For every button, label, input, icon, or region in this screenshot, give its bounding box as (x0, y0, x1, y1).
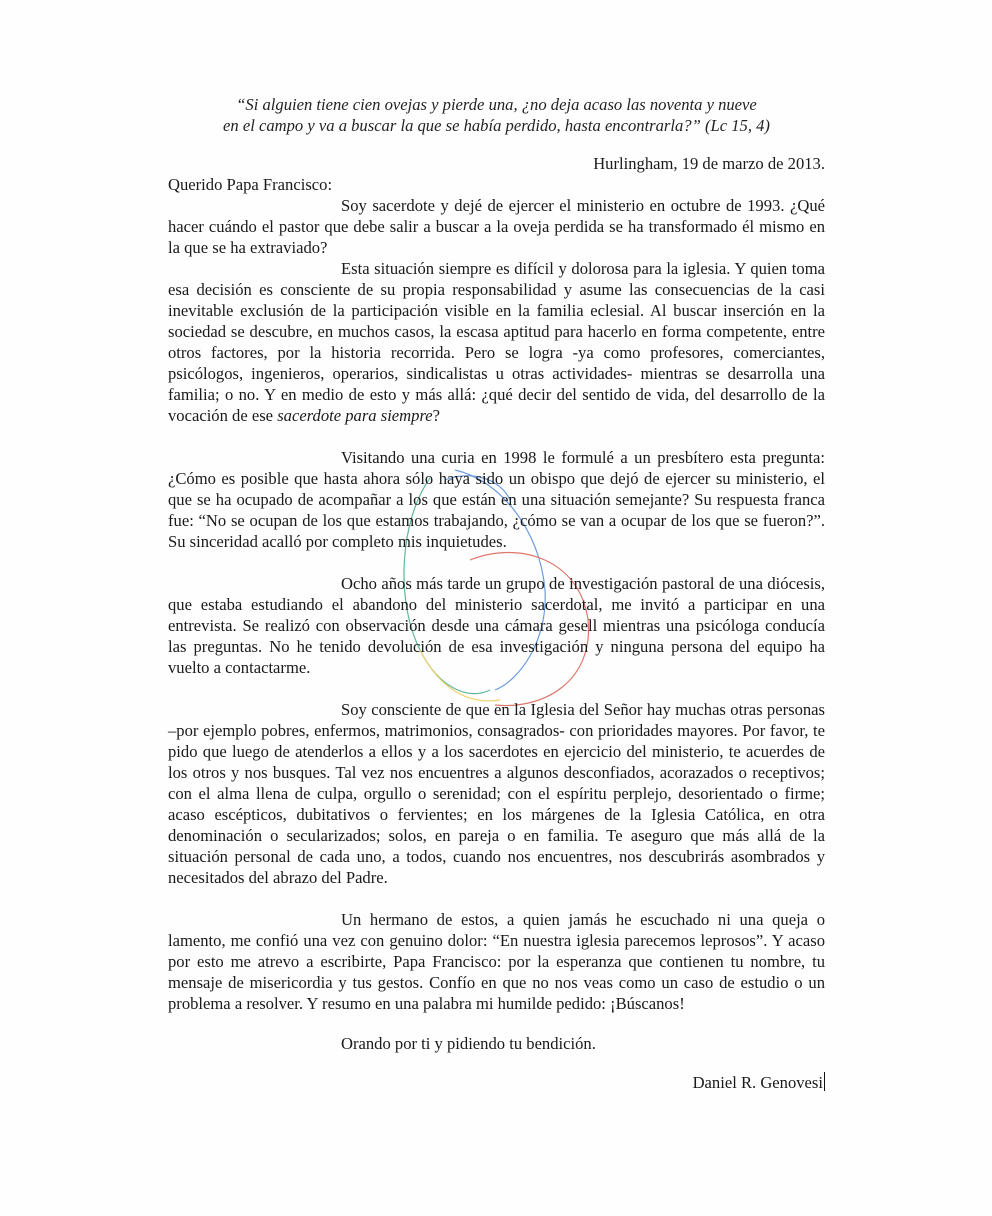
epigraph-line-2: en el campo y va a buscar la que se había perdido, hasta encontrarla?” (Lc 15, 4) (223, 116, 770, 135)
signature (168, 1072, 825, 1093)
epigraph-line-1: “Si alguien tiene cien ovejas y pierde una, ¿no deja acaso las noventa y nueve (236, 95, 757, 114)
letter-body (168, 94, 825, 1093)
letter-date: Hurlingham, 19 de marzo de 2013. (593, 154, 825, 173)
paragraph-2-end: ? (432, 406, 441, 425)
paragraph-6: Un hermano de estos, a quien jamás he escuchado ni una queja o lamento, me confió una vez con genuino dolor: “En nuestra iglesia parecemos leprosos”. Y acaso por esto me atrevo a escribirte, Papa Francisco: por la esperanza que contienen tu nombre, tu mensaje de misericordia y tus gestos. Confío en que no nos veas como un caso de estudio o un problema a resolver. Y resumo en una palabra mi humilde pedido: ¡Búscanos! (168, 910, 825, 1013)
paragraph-1: Soy sacerdote y dejé de ejercer el ministerio en octubre de 1993. ¿Qué hacer cuándo el pastor que debe salir a buscar a la oveja perdida se ha transformado él mismo en la que se ha extraviado? (168, 196, 825, 257)
paragraph-2-italic: sacerdote para siempre (277, 406, 433, 425)
paragraph-3: Visitando una curia en 1998 le formulé a un presbítero esta pregunta: ¿Cómo es posible que hasta ahora sólo haya sido un obispo que dejó de ejercer su ministerio, el que se ha ocupado de acompañar a los que están en una situación semejante? Su respuesta franca fue: “No se ocupan de los que estamos trabajando, ¿cómo se van a ocupar de los que se fueron?”. Su sinceridad acalló por completo mis inquietudes. (168, 448, 825, 551)
paragraph-4: Ocho años más tarde un grupo de investigación pastoral de una diócesis, que estaba estudiando el abandono del ministerio sacerdotal, me invitó a participar en una entrevista. Se realizó con observación desde una cámara gesell mientras una psicóloga conducía las preguntas. No he tenido devolución de esa investigación y ninguna persona del equipo ha vuelto a contactarme. (168, 574, 825, 677)
paragraph-2 (168, 258, 825, 426)
closing-line: Orando por ti y pidiendo tu bendición. (341, 1034, 596, 1053)
salutation: Querido Papa Francisco: (168, 175, 333, 194)
paragraph-5: Soy consciente de que en la Iglesia del Señor hay muchas otras personas –por ejemplo pobres, enfermos, matrimonios, consagrados- con prioridades mayores. Por favor, te pido que luego de atenderlos a ellos y a los sacerdotes en ejercicio del ministerio, te acuerdes de los otros y nos busques. Tal vez nos encuentres a algunos desconfiados, acorazados o receptivos; con el alma llena de culpa, orgullo o serenidad; con el espíritu perplejo, desorientado o firme; acaso escépticos, dubitativos o fervientes; en los márgenes de la Iglesia Católica, en otra denominación o secularizados; solos, en pareja o en familia. Te aseguro que más allá de la situación personal de cada uno, a todos, cuando nos encuentres, nos descubrirás asombrados y necesitados del abrazo del Padre. (168, 700, 825, 887)
text-cursor (824, 1072, 825, 1091)
signature-name: Daniel R. Genovesi (692, 1073, 823, 1092)
epigraph (168, 94, 825, 136)
paragraph-2-text: Esta situación siempre es difícil y dolorosa para la iglesia. Y quien toma esa decisión es consciente de su propia responsabilidad y asume las consecuencias de la casi inevitable exclusión de la participación visible en la familia eclesial. Al buscar inserción en la sociedad se descubre, en muchos casos, la escasa aptitud para hacerlo en forma competente, entre otros factores, por la historia recorrida. Pero se logra -ya como profesores, comerciantes, psicólogos, ingenieros, operarios, sindicalistas u otras actividades- mientras se desarrolla una familia; o no. Y en medio de esto y más allá: ¿qué decir del sentido de vida, del desarrollo de la vocación de ese (168, 259, 825, 425)
